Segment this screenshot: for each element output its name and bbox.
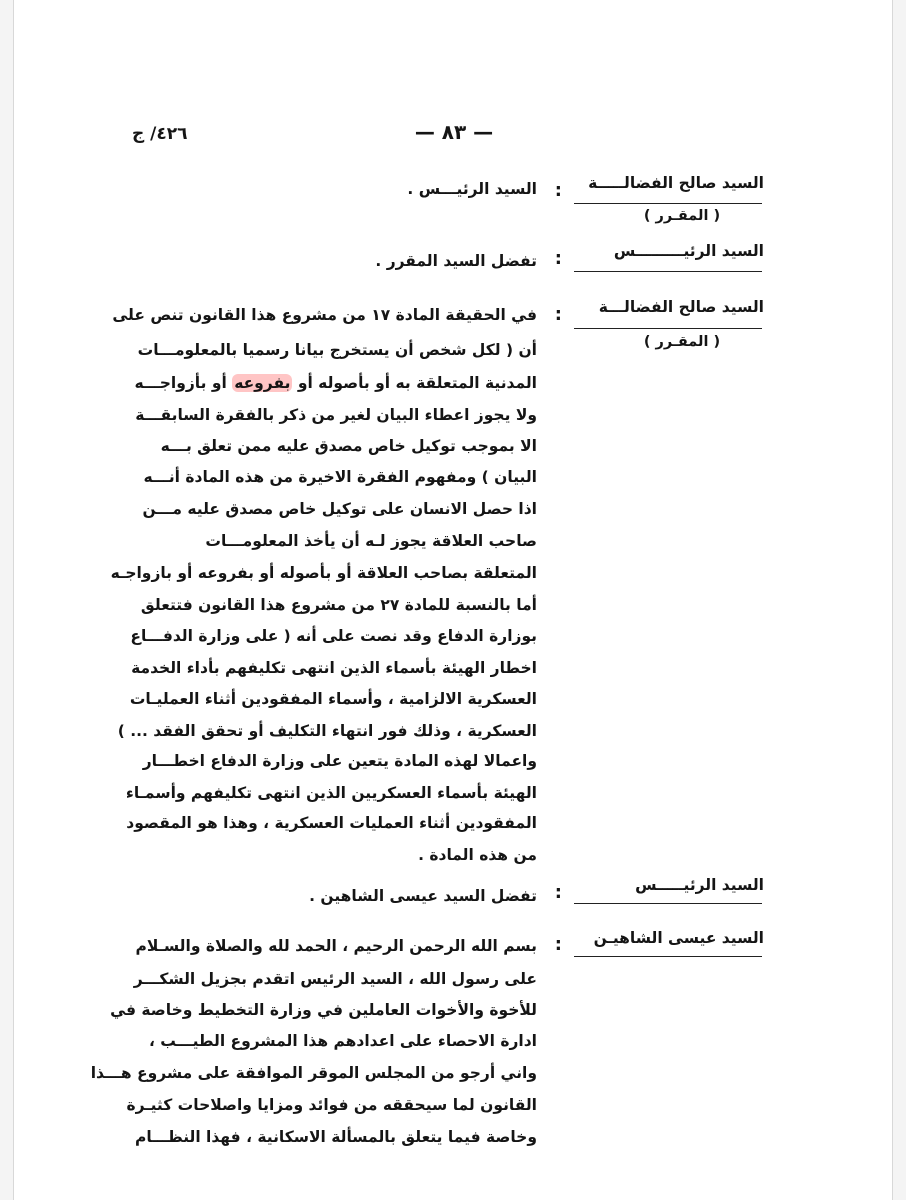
speaker-role: ( المقـرر ) (643, 208, 721, 224)
speech-line: المفقودين أثناء العمليات العسكرية ، وهذا هو المقصود (126, 814, 537, 832)
speech-line: اذا حصل الانسان على توكيل خاص مصدق عليه مـــن (142, 500, 537, 518)
speaker-role: ( المقـرر ) (643, 334, 721, 350)
speech-line: أن ( لكل شخص أن يستخرج بيانا رسميا بالمعلومـــات (137, 341, 537, 359)
colon: : (554, 180, 562, 201)
speech-line: بسم الله الرحمن الرحيم ، الحمد لله والصلاة والسـلام (135, 937, 537, 955)
speech-line: بوزارة الدفاع وقد نصت على أنه ( على وزارة الدفـــاع (130, 627, 537, 645)
speaker-name: السيد صالح الفضالـــة (598, 298, 764, 316)
speech-line: الا بموجب توكيل خاص مصدق عليه ممن تعلق بـــه (160, 437, 537, 455)
speech-line: من هذه المادة . (418, 846, 537, 864)
colon: : (554, 882, 562, 903)
speaker-name: السيد صالح الفضالـــــة (588, 174, 764, 192)
speaker-name: السيد الرئيـــــــــس (613, 242, 764, 260)
speech-line: وخاصة فيما يتعلق بالمسألة الاسكانية ، فهذا النظـــام (135, 1128, 537, 1146)
document-page (14, 0, 892, 1200)
colon: : (554, 304, 562, 325)
speaker-underline (574, 903, 762, 904)
speech-line: أما بالنسبة للمادة ٢٧ من مشروع هذا القانون فتتعلق (140, 596, 537, 614)
reference-number: ٤٢٦/ ج (132, 124, 188, 144)
speech-text: أو بأزواجـــه (134, 374, 233, 392)
speech-line: الهيئة بأسماء العسكريين الذين انتهى تكليفهم وأسمـاء (125, 784, 537, 802)
speaker-underline (574, 956, 762, 957)
speech-line: في الحقيقة المادة ١٧ من مشروع هذا القانون تنص على (112, 306, 537, 324)
speech-line: المتعلقة بصاحب العلاقة أو بأصوله أو بفروعه أو بازواجـه (110, 564, 537, 582)
speaker-underline (574, 203, 762, 204)
speech-line-highlighted (97, 374, 537, 392)
speech-line: القانون لما سيحققه من فوائد ومزايا واصلاحات كثيـرة (126, 1096, 537, 1114)
speech-text: المدنية المتعلقة به أو بأصوله أو (292, 374, 537, 392)
speech-line: ادارة الاحصاء على اعدادهم هذا المشروع الطيـــب ، (148, 1032, 537, 1050)
speech-line: واعمالا لهذه المادة يتعين على وزارة الدفاع اخطـــار (142, 752, 537, 770)
colon: : (554, 248, 562, 269)
speech-line: تفضل السيد المقرر . (375, 252, 537, 270)
speech-line: ولا يجوز اعطاء البيان لغير من ذكر بالفقرة السابقـــة (135, 406, 537, 424)
page-number: — ٨٣ — (414, 120, 494, 144)
speech-line: العسكرية الالزامية ، وأسماء المفقودين أثناء العمليـات (129, 690, 537, 708)
speech-line: تفضل السيد عيسى الشاهين . (309, 887, 537, 905)
speaker-underline (574, 271, 762, 272)
colon: : (554, 934, 562, 955)
speaker-name: السيد الرئيـــــس (635, 876, 764, 894)
speech-line: البيان ) ومفهوم الفقرة الاخيرة من هذه المادة أنـــه (143, 468, 537, 486)
speech-line: اخطار الهيئة بأسماء الذين انتهى تكليفهم بأداء الخدمة (131, 659, 537, 677)
speech-line: على رسول الله ، السيد الرئيس اتقدم بجزيل الشكـــر (133, 970, 537, 988)
speaker-name: السيد عيسى الشاهيـن (593, 929, 764, 947)
speech-line: واني أرجو من المجلس الموقر الموافقة على مشروع هـــذا (90, 1064, 537, 1082)
speech-line: للأخوة والأخوات العاملين في وزارة التخطيط وخاصة في (110, 1001, 537, 1019)
speech-line: العسكرية ، وذلك فور انتهاء التكليف أو تحقق الفقد ... ) (117, 722, 537, 740)
speech-line: صاحب العلاقة يجوز لـه أن يأخذ المعلومـــات (205, 532, 537, 550)
highlighted-word: بفروعه (234, 374, 291, 392)
speaker-underline (574, 328, 762, 329)
speech-line: السيد الرئيـــس . (407, 180, 537, 198)
